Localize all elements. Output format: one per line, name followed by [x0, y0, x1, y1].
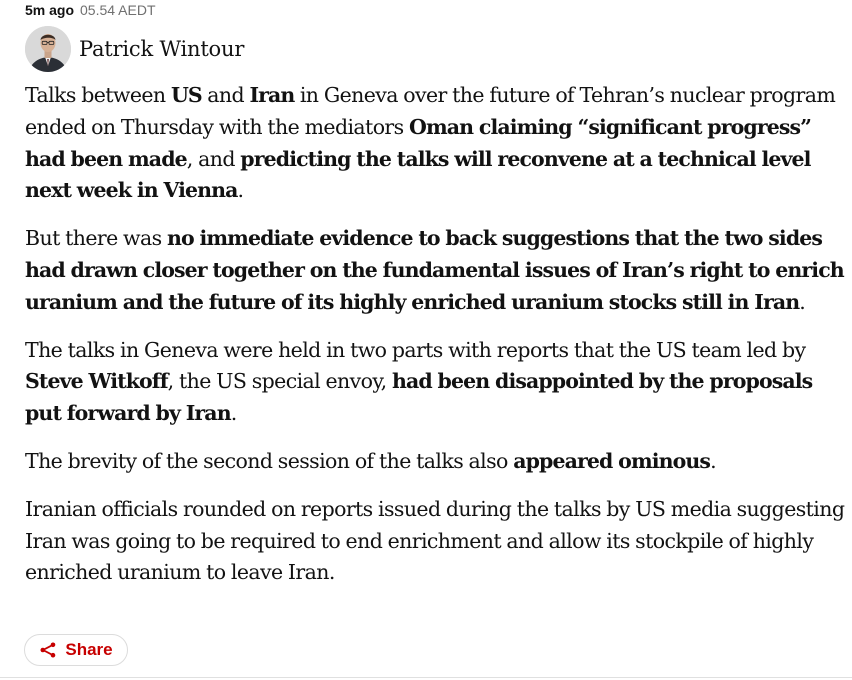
text-run: The brevity of the second session of the talks also — [25, 448, 514, 473]
article-paragraph — [25, 335, 851, 430]
article-body — [25, 80, 851, 605]
text-run: in Geneva over the future of Tehran’s nuclear program ended on Thursday with the mediators — [25, 83, 836, 139]
article-paragraph — [25, 80, 851, 207]
bold-text: US — [170, 83, 202, 107]
text-run: . — [710, 448, 716, 473]
text-run: The talks in Geneva were held in two parts with reports that the US team led by — [25, 337, 806, 362]
share-icon — [39, 641, 57, 659]
post-timestamp — [25, 1, 156, 19]
absolute-time: 05.54 AEDT — [80, 2, 156, 18]
text-run: Iranian officials rounded on reports issued during the talks by US media suggesting Iran was going to be required to end enrichment and allow its stockpile of highly enriched uranium to leave Iran. — [25, 496, 845, 585]
author-avatar — [25, 26, 71, 72]
bold-text: Iran — [249, 83, 295, 107]
bold-text: Steve Witkoff — [25, 369, 168, 394]
text-run: Talks between — [25, 83, 171, 107]
relative-time: 5m ago — [25, 2, 75, 18]
text-run: But there was — [25, 226, 167, 251]
share-label: Share — [65, 640, 113, 659]
bold-text: had been disappointed by the proposals put forward by Iran — [25, 369, 813, 426]
article-paragraph — [25, 223, 851, 318]
article-paragraph — [25, 494, 851, 589]
author-byline — [25, 25, 244, 73]
text-run: . — [799, 289, 806, 314]
text-run: , the US special envoy, — [167, 369, 392, 394]
share-button[interactable] — [24, 634, 128, 666]
text-run: . — [230, 401, 237, 426]
article-paragraph — [25, 446, 851, 478]
bold-text: Oman claiming “significant progress” had been made — [25, 114, 812, 171]
bold-text: no immediate evidence to back suggestions that the two sides had drawn closer together on the fundamental issues of Iran’s right to enrich uranium and the future of its highly enriched uranium stocks still in Iran — [25, 226, 844, 314]
bold-text: predicting the talks will reconvene at a technical level next week in Vienna — [25, 146, 811, 203]
divider — [0, 677, 852, 678]
author-portrait-icon — [25, 26, 71, 72]
bold-text: appeared ominous — [513, 448, 711, 473]
text-run: and — [201, 83, 250, 107]
text-run: , and — [186, 146, 241, 171]
text-run: . — [237, 178, 244, 203]
author-name[interactable]: Patrick Wintour — [79, 37, 245, 61]
